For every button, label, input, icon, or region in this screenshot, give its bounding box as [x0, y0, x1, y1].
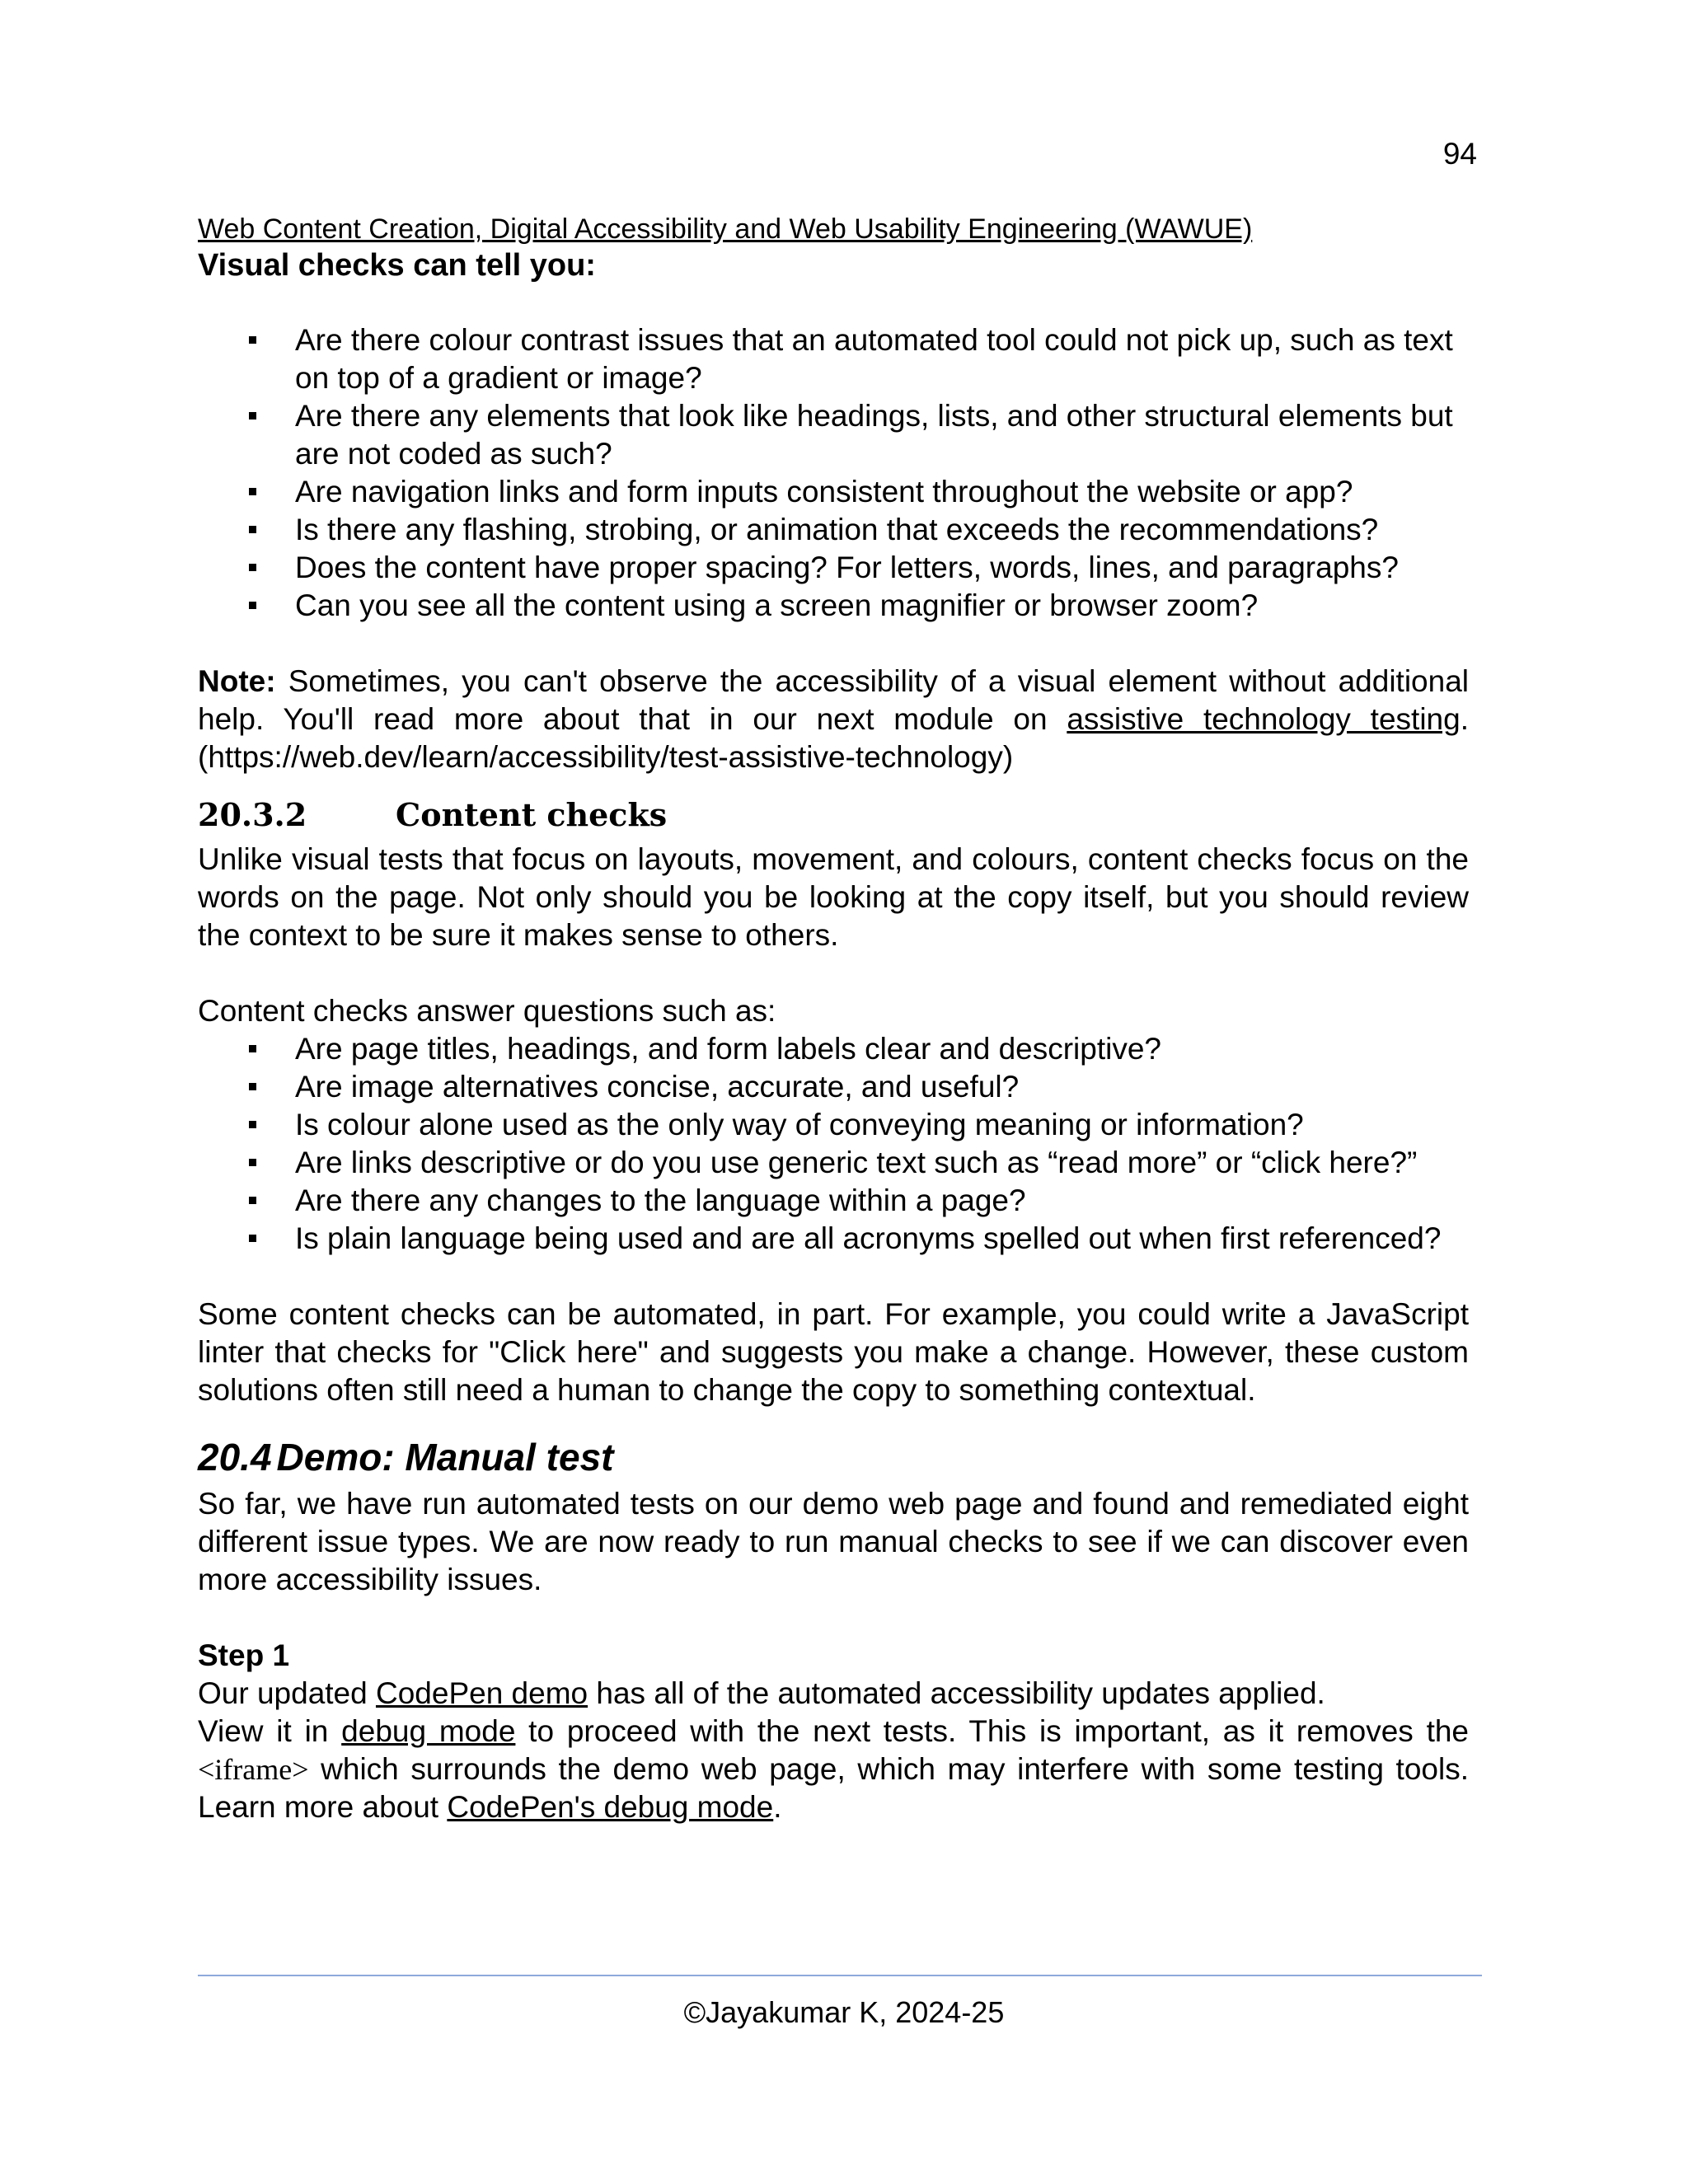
section-title: Content checks — [396, 796, 668, 833]
running-head: Web Content Creation, Digital Accessibility and Web Usability Engineering (WAWUE) — [198, 213, 1253, 245]
note-label: Note: — [198, 664, 276, 698]
list-item-text: Are page titles, headings, and form labels clear and descriptive? — [295, 1032, 1161, 1066]
bullet-icon — [249, 488, 256, 495]
visual-checks-list — [198, 321, 1469, 625]
list-item-text: Is there any flashing, strobing, or animation that exceeds the recommendations? — [295, 513, 1379, 546]
step-1-line-2 — [198, 1713, 1469, 1826]
note-paragraph — [198, 663, 1469, 776]
content-checks-closing: Some content checks can be automated, in part. For example, you could write a JavaScript linter that checks for "Click here" and suggests you make a change. However, these custom solutions often still need a human to change the copy to something contextual. — [198, 1297, 1469, 1407]
debug-mode-link[interactable]: debug mode — [341, 1714, 516, 1748]
list-item — [198, 321, 1469, 397]
section-heading-demo-manual-test — [198, 1434, 1469, 1480]
content-checks-list — [198, 1030, 1469, 1258]
list-item — [198, 1068, 1469, 1106]
step-text: to proceed with the next tests. This is important, as it removes the — [515, 1714, 1470, 1748]
list-item — [198, 397, 1469, 473]
bullet-icon — [249, 1083, 256, 1090]
section-title: Demo: Manual test — [276, 1436, 614, 1479]
list-item — [198, 1220, 1469, 1258]
list-item-text: Can you see all the content using a screen magnifier or browser zoom? — [295, 588, 1259, 622]
list-item-text: Is plain language being used and are all acronyms spelled out when first referenced? — [295, 1221, 1442, 1255]
codepen-debug-mode-link[interactable]: CodePen's debug mode — [447, 1790, 774, 1824]
list-item-text: Are image alternatives concise, accurate, and useful? — [295, 1070, 1020, 1104]
note-url-text: . (https://web.dev/learn/accessibility/test-assistive-technology) — [198, 702, 1469, 774]
step-text: which surrounds the demo web page, which may interfere with some testing tools. Learn more about — [198, 1752, 1469, 1824]
bullet-icon — [249, 1159, 256, 1166]
list-item — [198, 473, 1469, 511]
bullet-icon — [249, 602, 256, 609]
iframe-code: <iframe> — [198, 1753, 309, 1786]
list-item-text: Are links descriptive or do you use generic text such as “read more” or “click here?” — [295, 1146, 1418, 1179]
list-item-text: Are there colour contrast issues that an automated tool could not pick up, such as text on top of a gradient or image? — [295, 323, 1453, 395]
assistive-technology-link[interactable]: assistive technology testing — [1067, 702, 1461, 736]
codepen-demo-link[interactable]: CodePen demo — [375, 1676, 588, 1710]
list-item-text: Are navigation links and form inputs consistent throughout the website or app? — [295, 475, 1353, 509]
list-item-text: Are there any elements that look like headings, lists, and other structural elements but are not coded as such? — [295, 399, 1453, 471]
step-text: . — [773, 1790, 782, 1824]
spacer — [198, 625, 1469, 663]
section-number: 20.3.2 — [198, 796, 307, 833]
note-text: Sometimes, you can't observe the accessibility of a visual element without additional help. You'll read more about that in our next module on — [198, 664, 1469, 736]
list-item-text: Are there any changes to the language within a page? — [295, 1183, 1026, 1217]
list-item — [198, 549, 1469, 587]
footer-divider — [198, 1975, 1482, 1976]
bullet-icon — [249, 336, 256, 344]
list-item — [198, 587, 1469, 625]
list-item — [198, 1182, 1469, 1220]
content-checks-lead: Content checks answer questions such as: — [198, 994, 776, 1028]
bullet-icon — [249, 564, 256, 571]
step-text: Our updated — [198, 1676, 376, 1710]
spacer — [198, 954, 1469, 992]
spacer — [198, 1599, 1469, 1637]
list-item — [198, 1030, 1469, 1068]
bullet-icon — [249, 1197, 256, 1204]
section-number: 20.4 — [198, 1436, 272, 1479]
list-item — [198, 1144, 1469, 1182]
page-number: 94 — [1442, 137, 1477, 171]
step-1-heading: Step 1 — [198, 1638, 290, 1672]
list-item-text: Does the content have proper spacing? For letters, words, lines, and paragraphs? — [295, 551, 1399, 584]
bullet-icon — [249, 1235, 256, 1242]
list-item — [198, 1106, 1469, 1144]
bullet-icon — [249, 412, 256, 419]
step-text: View it in — [198, 1714, 342, 1748]
step-1-line-1 — [198, 1675, 1469, 1713]
spacer — [198, 284, 1469, 321]
content-checks-intro: Unlike visual tests that focus on layouts, movement, and colours, content checks focus on the words on the page. Not only should you be looking at the copy itself, but you should review the context to be sure it makes sense to others. — [198, 842, 1469, 952]
step-text: has all of the automated accessibility updates applied. — [588, 1676, 1325, 1710]
bullet-icon — [249, 526, 256, 533]
list-item-text: Is colour alone used as the only way of conveying meaning or information? — [295, 1108, 1304, 1141]
spacer — [198, 1258, 1469, 1296]
list-item — [198, 511, 1469, 549]
visual-checks-heading: Visual checks can tell you: — [198, 248, 596, 283]
page-content — [198, 211, 1469, 1826]
bullet-icon — [249, 1121, 256, 1128]
footer-copyright: ©Jayakumar K, 2024-25 — [683, 1995, 1005, 2029]
demo-intro: So far, we have run automated tests on our demo web page and found and remediated eight different issue types. We are now ready to run manual checks to see if we can discover even more accessibility issues. — [198, 1487, 1469, 1596]
bullet-icon — [249, 1045, 256, 1052]
section-heading-content-checks — [198, 794, 1469, 836]
